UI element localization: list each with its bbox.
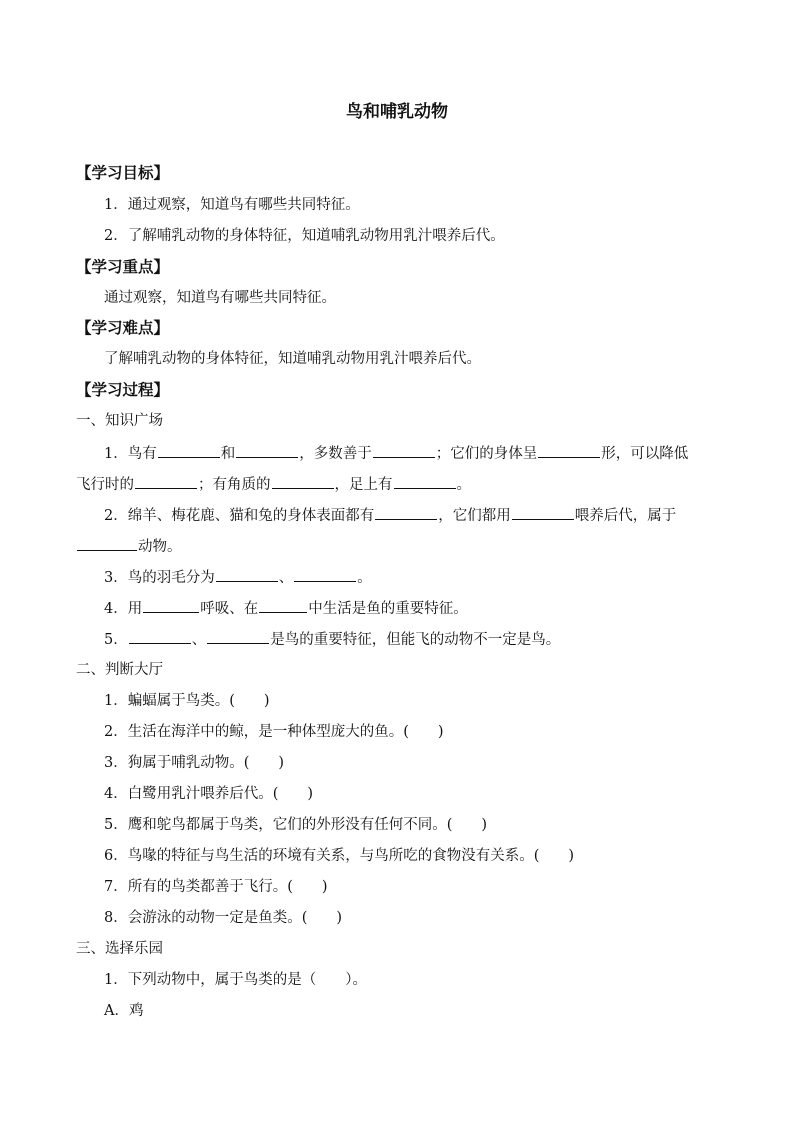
key-points-heading: 【学习重点】: [76, 257, 170, 276]
fill-question-1-line-1: 1．鸟有 和 ，多数善于 ；它们的身体呈 形，可以降低: [104, 443, 688, 464]
choice-option-a: A．鸡: [104, 1003, 144, 1019]
fill-question-1-line-2: 飞行时的 ；有角质的 ，足上有 。: [76, 474, 471, 495]
process-heading: 【学习过程】: [76, 380, 170, 399]
difficulties-heading: 【学习难点】: [76, 318, 170, 337]
answer-blank[interactable]: [77, 536, 137, 551]
fill-question-3: 3．鸟的羽毛分为 、 。: [104, 567, 372, 588]
judgment-item: 3．狗属于哺乳动物。( ): [104, 755, 285, 771]
fill-question-4: 4．用 呼吸、在 中生活是鱼的重要特征。: [104, 598, 468, 619]
fill-question-5: 5． 、 是鸟的重要特征，但能飞的动物不一定是鸟。: [104, 629, 560, 650]
answer-blank[interactable]: [373, 443, 435, 458]
answer-blank[interactable]: [394, 474, 456, 489]
answer-blank[interactable]: [259, 598, 307, 613]
judgment-item: 8．会游泳的动物一定是鱼类。( ): [104, 910, 343, 926]
answer-blank[interactable]: [512, 505, 574, 520]
page-title: 鸟和哺乳动物: [346, 102, 448, 122]
answer-blank[interactable]: [294, 567, 356, 582]
judgment-item: 1．蝙蝠属于鸟类。( ): [104, 693, 270, 709]
choice-question: 1．下列动物中，属于鸟类的是（ ）。: [104, 972, 367, 988]
goal-item: 2．了解哺乳动物的身体特征，知道哺乳动物用乳汁喂养后代。: [104, 228, 505, 244]
judgment-item: 4．白鹭用乳汁喂养后代。( ): [104, 786, 314, 802]
judgment-item: 2．生活在海洋中的鲸，是一种体型庞大的鱼。( ): [104, 724, 444, 740]
answer-blank[interactable]: [158, 443, 220, 458]
answer-blank[interactable]: [207, 629, 269, 644]
fill-question-2-line-1: 2．绵羊、梅花鹿、猫和兔的身体表面都有 ，它们都用 喂养后代，属于: [104, 505, 676, 526]
difficulties-text: 了解哺乳动物的身体特征，知道哺乳动物用乳汁喂养后代。: [104, 351, 481, 367]
answer-blank[interactable]: [216, 567, 278, 582]
key-points-text: 通过观察，知道鸟有哪些共同特征。: [104, 290, 336, 306]
fill-question-2-line-2: 动物。: [76, 536, 182, 557]
answer-blank[interactable]: [236, 443, 298, 458]
answer-blank[interactable]: [375, 505, 437, 520]
judgment-item: 6．鸟喙的特征与鸟生活的环境有关系，与鸟所吃的食物没有关系。( ): [104, 848, 575, 864]
answer-blank[interactable]: [129, 629, 191, 644]
part1-heading: 一、知识广场: [76, 413, 163, 429]
answer-blank[interactable]: [272, 474, 334, 489]
part3-heading: 三、选择乐园: [76, 941, 163, 957]
answer-blank[interactable]: [143, 598, 199, 613]
goal-item: 1．通过观察，知道鸟有哪些共同特征。: [104, 197, 360, 213]
judgment-item: 5．鹰和鸵鸟都属于鸟类，它们的外形没有任何不同。( ): [104, 817, 488, 833]
judgment-item: 7．所有的鸟类都善于飞行。( ): [104, 879, 328, 895]
goals-heading: 【学习目标】: [76, 163, 170, 182]
part2-heading: 二、判断大厅: [76, 662, 163, 678]
answer-blank[interactable]: [538, 443, 600, 458]
answer-blank[interactable]: [135, 474, 197, 489]
